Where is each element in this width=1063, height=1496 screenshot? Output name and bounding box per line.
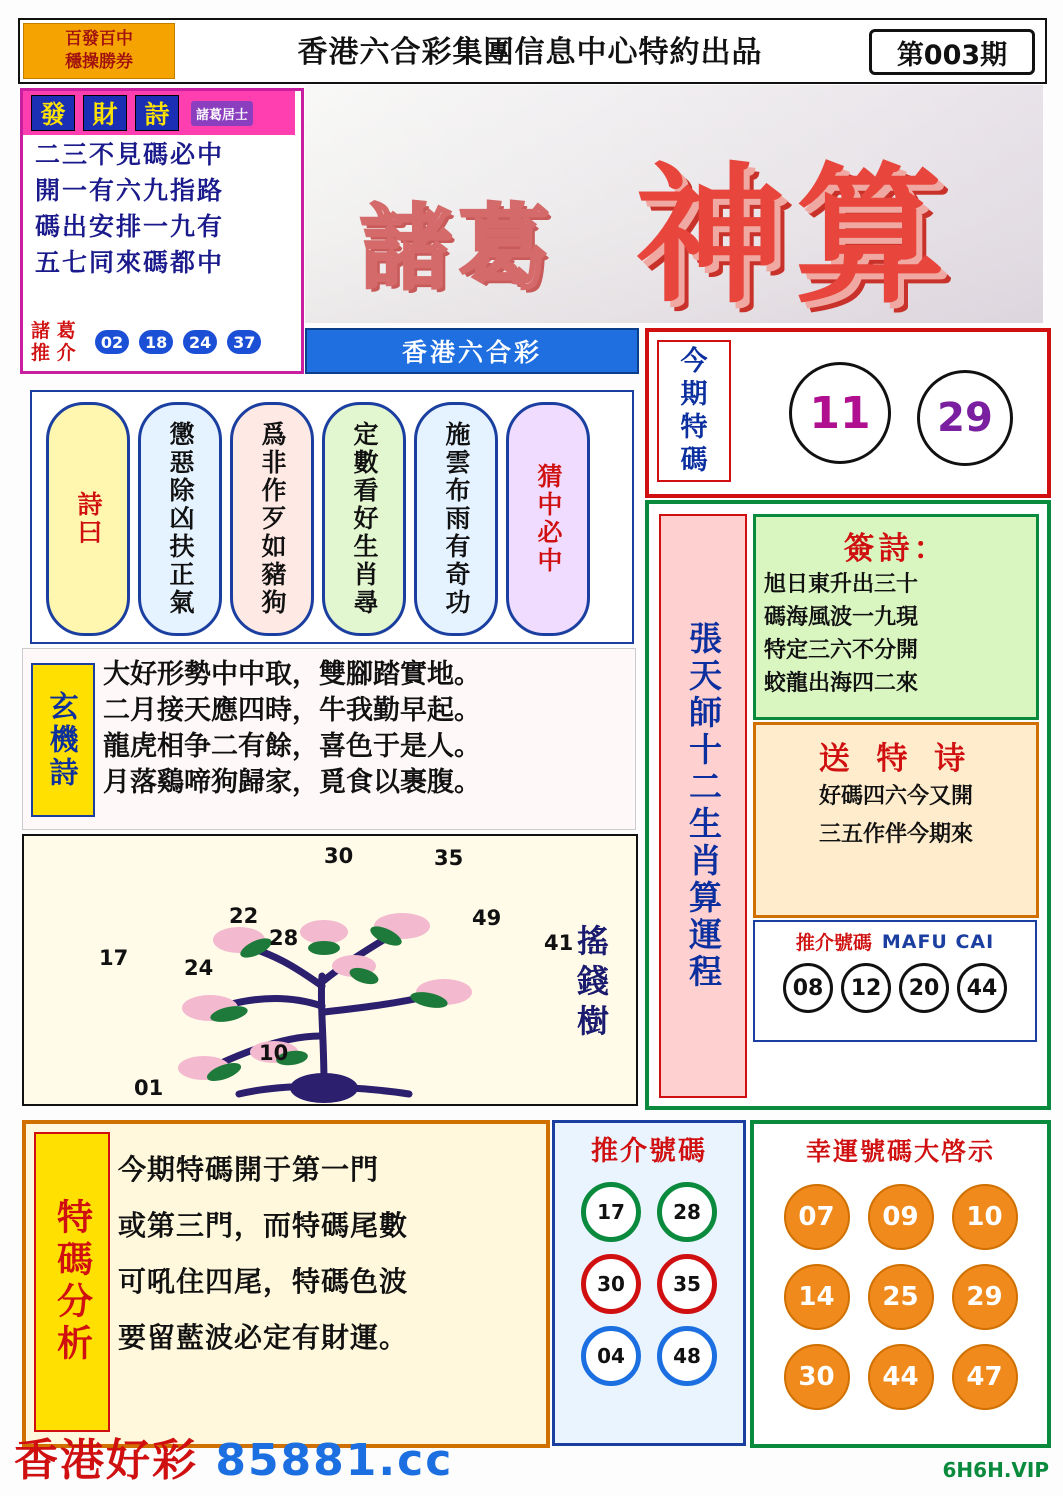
poem-head-char-3: 詩 [135,95,179,131]
mystic-poem-line: 大好形勢中中取，雙腳踏實地。 [103,659,481,690]
recommend-ball-grid [555,1182,743,1386]
lucky-ball: 25 [868,1264,934,1330]
mystic-poem-lines [103,657,623,801]
oracle-poem-line: 蛟龍出海四二來 [764,671,919,696]
footer-secondary-watermark: 6H6H.VIP [942,1458,1049,1482]
special-number-analysis [22,1120,550,1448]
master-zhang-panel [645,500,1051,1110]
oracle-poem-box [753,514,1039,720]
poem-line: 碼出安排一九有 [35,212,225,241]
poem-capsule-row [30,390,634,644]
brand-logo-line2: 穩操勝券 [65,52,133,72]
number-pill: 37 [227,330,261,354]
recommend-ball: 28 [657,1182,717,1242]
footer-domain: 85881.cc [215,1435,454,1486]
number-pill: 18 [139,330,173,354]
recommend-numbers-box [552,1120,746,1446]
panel-recommend-ball-row [755,963,1035,1013]
analysis-line: 或第三門，而特碼尾數 [118,1209,409,1242]
lucky-ball: 14 [784,1264,850,1330]
lucky-ball: 30 [784,1344,850,1410]
tree-number: 49 [472,906,502,930]
oracle-poem-line: 碼海風波一九現 [764,605,919,630]
mystic-poem-label: 玄機詩 [31,663,95,817]
mystic-poem-line: 二月接天應四時，牛我勤早起。 [103,695,481,726]
poem-head-char-1: 發 [31,95,75,131]
tree-number: 10 [259,1041,289,1065]
poem-line: 開一有六九指路 [35,176,225,205]
money-tree-label: 搖錢樹 [572,924,610,1044]
lucky-title: 幸運號碼大啓示 [805,1137,995,1166]
lucky-ball-grid [754,1184,1047,1410]
special-ball-primary: 11 [789,362,891,464]
oracle-poem-line: 旭日東升出三十 [764,572,919,597]
lucky-ball: 09 [868,1184,934,1250]
recommend-ball: 04 [581,1326,641,1386]
poem-recommend-label-1: 諸 葛 [31,320,76,342]
poem-recommend-label [23,320,95,364]
mystic-poem-box [22,648,636,830]
brand-logo-line1: 百發百中 [65,29,133,49]
recommend-ball: 48 [657,1326,717,1386]
tree-number: 24 [184,956,214,980]
gift-poem-line: 三五作伴今期來 [818,822,973,847]
oracle-poem-line: 特定三六不分開 [764,638,919,663]
poem-line: 五七同來碼都中 [35,248,225,277]
poem-capsule: 爲非作歹如豬狗 [230,402,314,636]
panel-recommend-title-en: MAFU CAI [881,930,995,953]
number-pill: 02 [95,330,129,354]
tree-number: 35 [434,846,464,870]
poem-capsule: 猜中必中 [506,402,590,636]
fortune-poem-header [23,91,295,135]
poem-recommend-numbers [95,330,266,354]
recommend-ball: 12 [841,963,891,1013]
analysis-line: 要留藍波必定有財運。 [118,1321,409,1354]
special-ball-secondary: 29 [917,370,1013,466]
mystic-poem-line: 月落鷄啼狗歸家，覓食以裹腹。 [103,767,481,798]
poem-recommend-label-2: 推 介 [31,342,76,364]
special-label-char-2: 期 [680,379,708,410]
poem-capsule: 定數看好生肖尋 [322,402,406,636]
poem-capsule: 施雲布雨有奇功 [414,402,498,636]
recommend-ball: 35 [657,1254,717,1314]
page-header [18,18,1047,84]
poem-capsule: 懲惡除凶扶正氣 [138,402,222,636]
title-artwork [305,85,1043,323]
special-number-box [645,328,1051,498]
money-tree-illustration [22,834,638,1106]
lucky-ball: 47 [952,1344,1018,1410]
footer-watermark [14,1424,453,1488]
gift-poem-box [753,722,1039,918]
lottery-name-bar: 香港六合彩 [305,328,639,374]
gift-poem-line: 好碼四六今又開 [818,784,973,809]
special-label-char-4: 碼 [680,445,708,476]
poem-recommend-row [23,317,295,367]
tree-number: 30 [324,844,354,868]
recommend-ball: 20 [899,963,949,1013]
lucky-ball: 07 [784,1184,850,1250]
tree-number: 41 [544,931,574,955]
master-zhang-side-label: 張天師十二生肖算運程 [659,514,747,1098]
mystic-poem-line: 龍虎相争二有餘，喜色于是人。 [103,731,481,762]
oracle-poem-title: 簽詩： [843,531,949,567]
special-label-char-1: 今 [680,346,708,377]
recommend-title: 推介號碼 [591,1136,707,1167]
recommend-ball: 08 [783,963,833,1013]
poem-line: 二三不見碼必中 [35,140,225,169]
panel-recommend-numbers [753,920,1037,1042]
tree-number: 01 [134,1076,164,1100]
lucky-numbers-box [750,1120,1051,1448]
page-title: 香港六合彩集團信息中心特約出品 [297,35,763,70]
brand-logo [23,23,175,79]
tree-number: 22 [229,904,259,928]
lucky-ball: 10 [952,1184,1018,1250]
fortune-poem-lines [23,137,295,281]
lucky-ball: 44 [868,1344,934,1410]
poem-head-char-2: 財 [83,95,127,131]
recommend-ball: 17 [581,1182,641,1242]
analysis-line: 可吼住四尾，特碼色波 [118,1265,409,1298]
gift-poem-title: 送 特 诗 [818,741,974,777]
poem-capsule: 詩曰 [46,402,130,636]
analysis-line: 今期特碼開于第一門 [118,1153,380,1186]
title-art-text-2: 神算 [635,150,956,323]
analysis-label: 特碼分析 [34,1132,110,1432]
recommend-ball: 44 [957,963,1007,1013]
panel-recommend-title-cn: 推介號碼 [795,932,872,954]
special-number-label [657,340,731,482]
poem-head-author: 諸葛居士 [191,101,253,126]
recommend-ball: 30 [581,1254,641,1314]
tree-number: 28 [269,926,299,950]
money-tree-svg [24,836,636,1104]
fortune-poem-box [20,88,304,374]
lucky-ball: 29 [952,1264,1018,1330]
panel-recommend-header [755,928,1035,955]
footer-site-name: 香港好彩 [14,1435,198,1486]
issue-badge: 第003期 [869,29,1035,75]
title-art-text-1: 諸葛 [360,195,557,302]
number-pill: 24 [183,330,217,354]
analysis-lines [118,1142,534,1366]
special-label-char-3: 特 [680,412,708,443]
tree-number: 17 [99,946,129,970]
